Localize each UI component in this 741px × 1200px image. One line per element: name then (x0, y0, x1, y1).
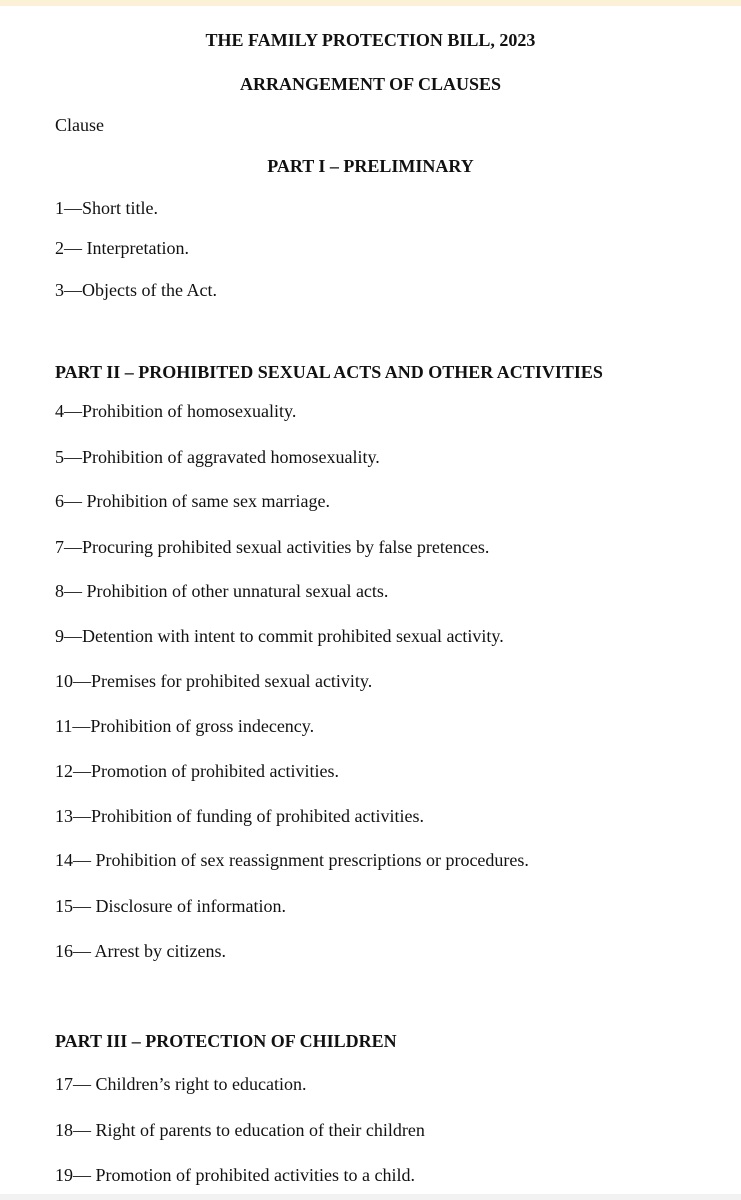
document-title: THE FAMILY PROTECTION BILL, 2023 (205, 30, 536, 50)
part-heading-3: PART III – PROTECTION OF CHILDREN (55, 1031, 397, 1051)
clause-item: 17— Children’s right to education. (55, 1074, 307, 1094)
clause-item: 4—Prohibition of homosexuality. (55, 401, 297, 421)
clause-item: 10—Premises for prohibited sexual activity. (55, 671, 373, 691)
clause-item: 7—Procuring prohibited sexual activities by false pretences. (55, 537, 490, 557)
clause-item: 16— Arrest by citizens. (55, 941, 226, 961)
top-edge-band (0, 0, 741, 6)
bottom-edge-band (0, 1194, 741, 1200)
clause-item: 18— Right of parents to education of their children (55, 1120, 425, 1140)
clause-item: 9—Detention with intent to commit prohibited sexual activity. (55, 626, 504, 646)
part-heading-2: PART II – PROHIBITED SEXUAL ACTS AND OTHER ACTIVITIES (55, 362, 603, 382)
clause-item: 2— Interpretation. (55, 238, 189, 258)
clause-item: 1—Short title. (55, 198, 158, 218)
clause-item: 3—Objects of the Act. (55, 280, 217, 300)
part-heading-1: PART I – PRELIMINARY (267, 156, 474, 176)
clause-item: 11—Prohibition of gross indecency. (55, 716, 315, 736)
document-subtitle: ARRANGEMENT OF CLAUSES (239, 74, 502, 94)
clause-item: 19— Promotion of prohibited activities to a child. (55, 1165, 415, 1185)
clause-item: 14— Prohibition of sex reassignment prescriptions or procedures. (55, 850, 529, 870)
clause-item: 13—Prohibition of funding of prohibited activities. (55, 806, 424, 826)
clause-item: 5—Prohibition of aggravated homosexuality. (55, 447, 380, 467)
clause-item: 8— Prohibition of other unnatural sexual acts. (55, 581, 389, 601)
clause-item: 6— Prohibition of same sex marriage. (55, 491, 330, 511)
clause-item: 15— Disclosure of information. (55, 896, 286, 916)
clause-label: Clause (55, 115, 104, 135)
clause-item: 12—Promotion of prohibited activities. (55, 761, 339, 781)
